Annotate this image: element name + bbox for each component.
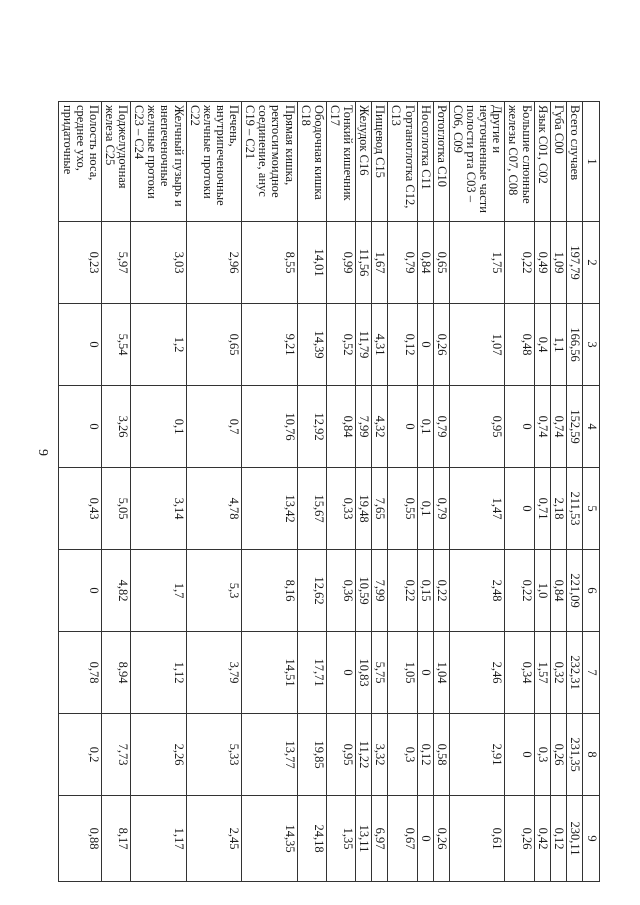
table-row (59, 102, 101, 882)
table-cell: 1,57 (534, 632, 550, 714)
table-row (388, 102, 417, 882)
table-cell: 0,42 (534, 796, 550, 882)
table-cell: 19,48 (356, 468, 372, 550)
table-cell: 0,99 (326, 222, 355, 304)
table-cell: 0,1 (131, 386, 187, 468)
statistics-table (59, 101, 601, 882)
table-cell: 0,48 (505, 304, 534, 386)
table-row (449, 102, 505, 882)
table-cell: 0 (417, 796, 433, 882)
table-cell: 4,31 (372, 304, 388, 386)
table-cell: 3,14 (131, 468, 187, 550)
table-row (372, 102, 388, 882)
table-cell: 231,35 (566, 714, 582, 796)
table-cell: 3,32 (372, 714, 388, 796)
table-cell: 1,0 (534, 550, 550, 632)
table-cell: 230,11 (566, 796, 582, 882)
table-cell: 0,22 (505, 222, 534, 304)
row-label: Желчный пузырь и внепеченочные желчные протоки С23 – С24 (131, 102, 187, 222)
table-cell: 1,47 (449, 468, 505, 550)
column-header: 4 (583, 386, 600, 468)
table-cell: 0,95 (326, 714, 355, 796)
table-cell: 0,33 (326, 468, 355, 550)
table-cell: 0 (388, 386, 417, 468)
row-label: Большие слюнные железы С07, С08 (505, 102, 534, 222)
table-row (433, 102, 449, 882)
table-cell: 0,22 (505, 550, 534, 632)
table-cell: 11,22 (356, 714, 372, 796)
row-label: Гортаноглотка С12, С13 (388, 102, 417, 222)
table-cell: 10,59 (356, 550, 372, 632)
table-cell: 8,16 (242, 550, 298, 632)
table-cell: 0,22 (388, 550, 417, 632)
row-label: Полость носа, среднее ухо, придаточные (59, 102, 101, 222)
table-cell: 5,54 (101, 304, 130, 386)
row-label: Язык С01, С02 (534, 102, 550, 222)
table-cell: 0,65 (186, 304, 242, 386)
table-cell: 221,09 (566, 550, 582, 632)
table-cell: 0,1 (417, 468, 433, 550)
table-cell: 0,26 (505, 796, 534, 882)
table-cell: 0 (326, 632, 355, 714)
table-cell: 197,79 (566, 222, 582, 304)
table-cell: 0,3 (388, 714, 417, 796)
table-cell: 13,42 (242, 468, 298, 550)
table-cell: 0,49 (534, 222, 550, 304)
row-label: Всего случаев (566, 102, 582, 222)
table-cell: 1,17 (131, 796, 187, 882)
table-row (566, 102, 582, 882)
table-cell: 1,1 (550, 304, 566, 386)
table-cell: 0,4 (534, 304, 550, 386)
table-cell: 11,56 (356, 222, 372, 304)
table-cell: 7,65 (372, 468, 388, 550)
row-label: Носоглотка С11 (417, 102, 433, 222)
table-cell: 0 (59, 386, 101, 468)
column-header: 6 (583, 550, 600, 632)
row-label: Губа С00 (550, 102, 566, 222)
table-cell: 1,05 (388, 632, 417, 714)
table-cell: 2,91 (449, 714, 505, 796)
table-cell: 2,26 (131, 714, 187, 796)
table-cell: 0,26 (433, 304, 449, 386)
table-cell: 0,71 (534, 468, 550, 550)
row-label: Ротоглотка С10 (433, 102, 449, 222)
table-row (297, 102, 326, 882)
table-row (101, 102, 130, 882)
table-cell: 3,26 (101, 386, 130, 468)
row-label: Прямая кишка, ректосигмоидное соединение, анус С19 – С21 (242, 102, 298, 222)
table-cell: 1,04 (433, 632, 449, 714)
table-cell: 7,73 (101, 714, 130, 796)
table-cell: 8,17 (101, 796, 130, 882)
table-cell: 24,18 (297, 796, 326, 882)
table-cell: 5,97 (101, 222, 130, 304)
table-row (356, 102, 372, 882)
table-cell: 11,79 (356, 304, 372, 386)
table-cell: 7,99 (372, 550, 388, 632)
table-cell: 14,35 (242, 796, 298, 882)
table-row (242, 102, 298, 882)
table-cell: 1,75 (449, 222, 505, 304)
column-header: 2 (583, 222, 600, 304)
table-cell: 4,32 (372, 386, 388, 468)
table-cell: 0 (59, 304, 101, 386)
table-cell: 0,7 (186, 386, 242, 468)
table-cell: 13,11 (356, 796, 372, 882)
table-cell: 15,67 (297, 468, 326, 550)
row-label: Тонкий кишечник С17 (326, 102, 355, 222)
table-cell: 0 (417, 304, 433, 386)
column-header: 3 (583, 304, 600, 386)
table-cell: 0,12 (550, 796, 566, 882)
table-row (550, 102, 566, 882)
table-header-row (583, 102, 600, 882)
table-cell: 166,56 (566, 304, 582, 386)
table-cell: 0,78 (59, 632, 101, 714)
column-header: 7 (583, 632, 600, 714)
row-label: Другие и неуточненные части полости рта С03 – С06, С09 (449, 102, 505, 222)
table-cell: 6,97 (372, 796, 388, 882)
table-cell: 19,85 (297, 714, 326, 796)
table-cell: 0,43 (59, 468, 101, 550)
table-row (326, 102, 355, 882)
table-cell: 2,46 (449, 632, 505, 714)
table-cell: 0,22 (433, 550, 449, 632)
row-label: Печень, внутрипеченочные желчные протоки С22 (186, 102, 242, 222)
table-cell: 0,23 (59, 222, 101, 304)
table-cell: 12,92 (297, 386, 326, 468)
table-cell: 0,36 (326, 550, 355, 632)
table-cell: 0 (505, 468, 534, 550)
table-cell: 1,07 (449, 304, 505, 386)
row-label: Пищевод С15 (372, 102, 388, 222)
table-cell: 3,79 (186, 632, 242, 714)
table-cell: 1,35 (326, 796, 355, 882)
table-cell: 3,03 (131, 222, 187, 304)
table-cell: 14,01 (297, 222, 326, 304)
table-cell: 0,34 (505, 632, 534, 714)
table-cell: 10,83 (356, 632, 372, 714)
table-cell: 0,1 (417, 386, 433, 468)
table-cell: 0,32 (550, 632, 566, 714)
table-row (417, 102, 433, 882)
table-row (131, 102, 187, 882)
table-cell: 1,09 (550, 222, 566, 304)
table-cell: 2,18 (550, 468, 566, 550)
table-row (505, 102, 534, 882)
table-cell: 0,15 (417, 550, 433, 632)
row-label: Желудок С16 (356, 102, 372, 222)
table-cell: 0,3 (534, 714, 550, 796)
table-cell: 0,12 (417, 714, 433, 796)
table-cell: 0,88 (59, 796, 101, 882)
table-cell: 10,76 (242, 386, 298, 468)
table-cell: 5,33 (186, 714, 242, 796)
table-cell: 5,05 (101, 468, 130, 550)
table-cell: 0,12 (388, 304, 417, 386)
table-row (534, 102, 550, 882)
table-cell: 0,79 (388, 222, 417, 304)
table-cell: 0,2 (59, 714, 101, 796)
table-cell: 14,51 (242, 632, 298, 714)
column-header: 5 (583, 468, 600, 550)
table-cell: 232,31 (566, 632, 582, 714)
table-cell: 0,61 (449, 796, 505, 882)
table-cell: 2,96 (186, 222, 242, 304)
table-cell: 14,39 (297, 304, 326, 386)
column-header: 9 (583, 796, 600, 882)
table-cell: 0,26 (433, 796, 449, 882)
table-cell: 0,79 (433, 468, 449, 550)
table-cell: 13,77 (242, 714, 298, 796)
table-cell: 12,62 (297, 550, 326, 632)
table-cell: 0,79 (433, 386, 449, 468)
table-cell: 152,59 (566, 386, 582, 468)
table-cell: 5,75 (372, 632, 388, 714)
table-cell: 0,74 (534, 386, 550, 468)
table-row (186, 102, 242, 882)
table-cell: 17,71 (297, 632, 326, 714)
table-cell: 4,78 (186, 468, 242, 550)
table-cell: 0,52 (326, 304, 355, 386)
table-cell: 0,58 (433, 714, 449, 796)
table-cell: 1,67 (372, 222, 388, 304)
table-cell: 1,2 (131, 304, 187, 386)
table-container (60, 101, 600, 881)
table-cell: 0,84 (550, 550, 566, 632)
column-header: 1 (583, 102, 600, 222)
table-cell: 0 (59, 550, 101, 632)
table-cell: 2,45 (186, 796, 242, 882)
table-cell: 5,3 (186, 550, 242, 632)
table-cell: 0,67 (388, 796, 417, 882)
table-cell: 0 (505, 386, 534, 468)
table-cell: 1,7 (131, 550, 187, 632)
table-cell: 7,99 (356, 386, 372, 468)
row-label: Ободочная кишка С18 (297, 102, 326, 222)
page-number: 9 (35, 449, 50, 456)
table-cell: 0,95 (449, 386, 505, 468)
table-cell: 8,55 (242, 222, 298, 304)
table-cell: 0,84 (326, 386, 355, 468)
table-cell: 0,74 (550, 386, 566, 468)
column-header: 8 (583, 714, 600, 796)
table-cell: 0,26 (550, 714, 566, 796)
table-cell: 2,48 (449, 550, 505, 632)
row-label: Поджелудочная железа С25 (101, 102, 130, 222)
table-cell: 0,55 (388, 468, 417, 550)
table-cell: 0 (417, 632, 433, 714)
table-cell: 1,12 (131, 632, 187, 714)
table-cell: 4,82 (101, 550, 130, 632)
table-cell: 9,21 (242, 304, 298, 386)
table-cell: 211,53 (566, 468, 582, 550)
table-cell: 8,94 (101, 632, 130, 714)
table-cell: 0,84 (417, 222, 433, 304)
table-cell: 0,65 (433, 222, 449, 304)
table-cell: 0 (505, 714, 534, 796)
